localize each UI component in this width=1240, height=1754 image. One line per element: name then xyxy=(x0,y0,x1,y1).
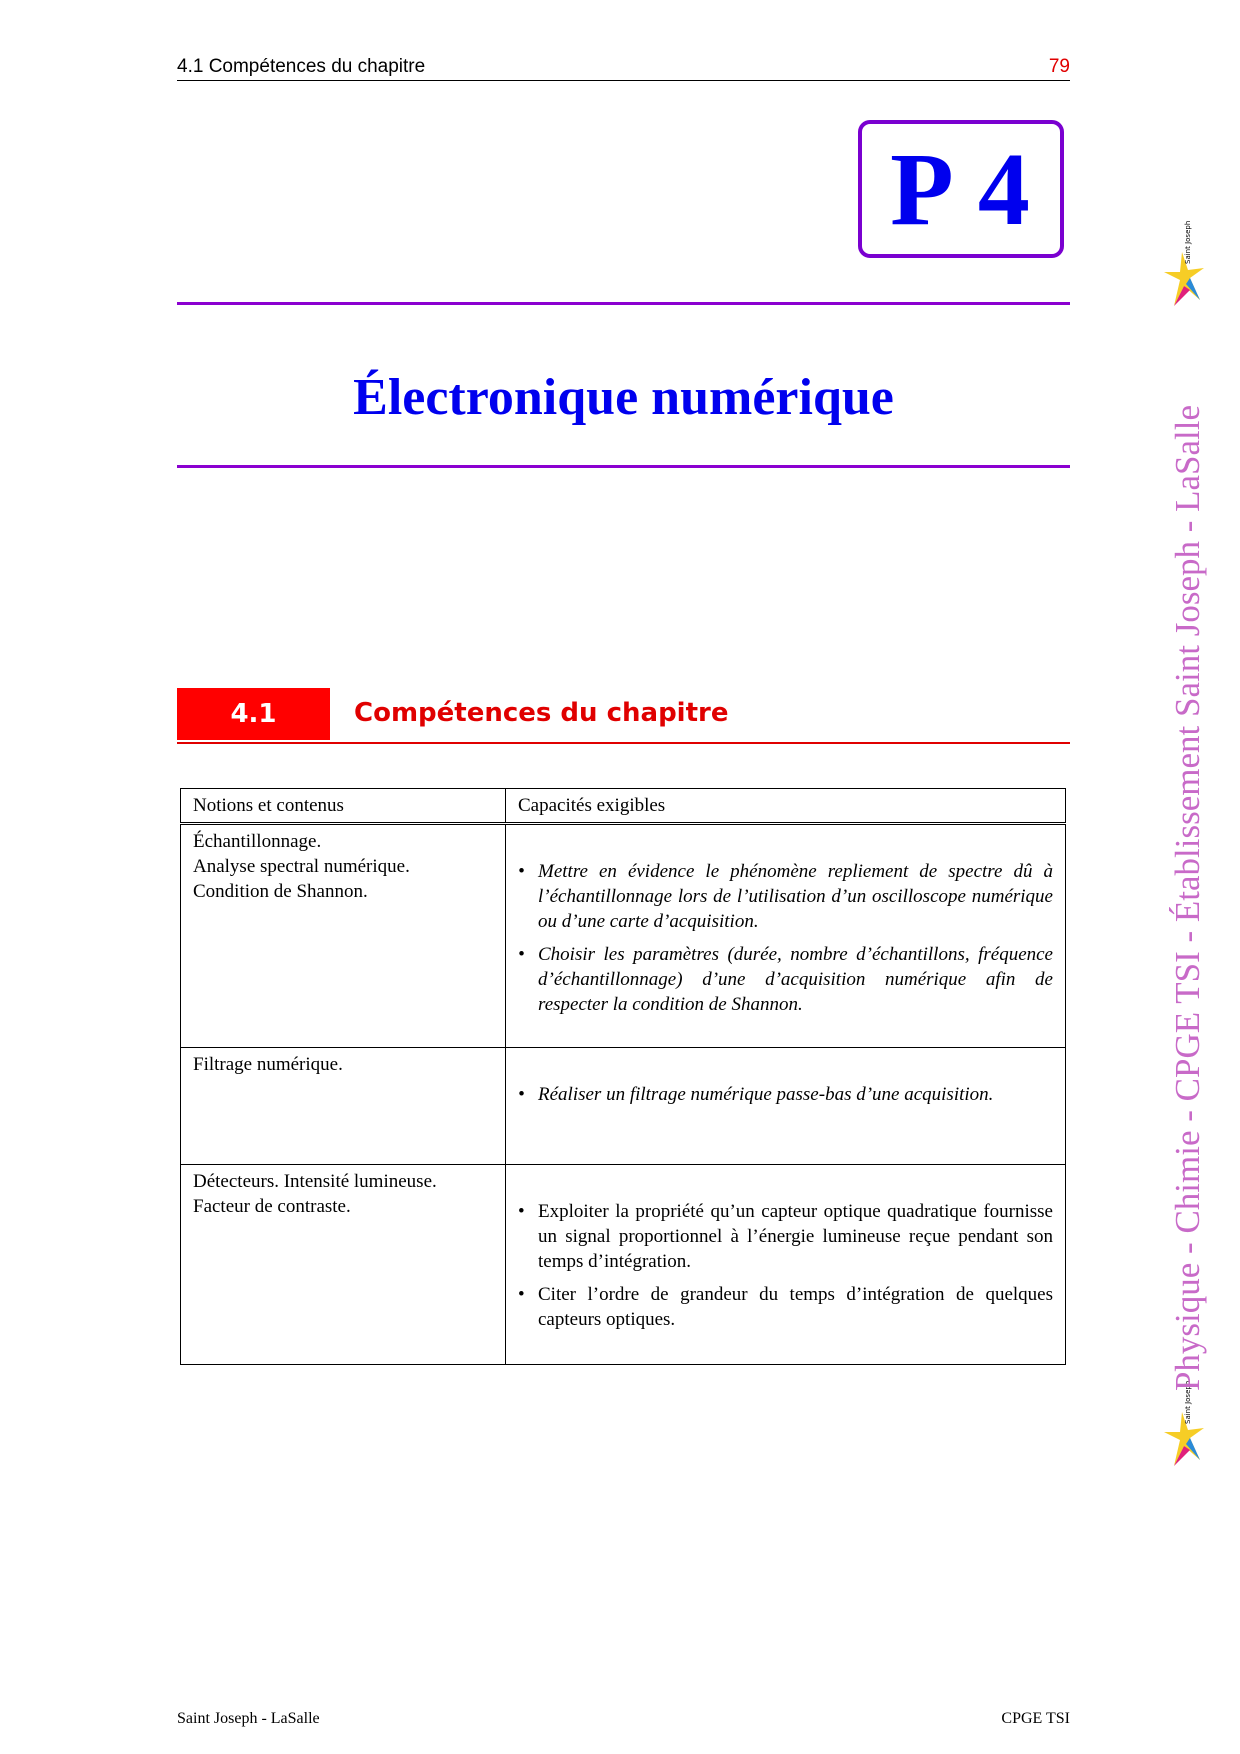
header-capacites: Capacités exigibles xyxy=(506,789,1066,824)
table-header-row xyxy=(181,789,1066,824)
title-rule-bottom xyxy=(177,465,1070,468)
notion-item: Filtrage numérique. xyxy=(193,1054,343,1075)
notion-item: Facteur de contraste. xyxy=(193,1196,351,1217)
capacite-item xyxy=(518,942,1053,1017)
svg-text:Saint Joseph: Saint Joseph xyxy=(1184,1380,1192,1424)
capacite-text: Mettre en évidence le phénomène repliement de spectre dû à l’échantillonnage lors de l’utilisation d’un oscilloscope numérique ou d’une carte d’acquisition. xyxy=(538,861,1053,932)
running-header xyxy=(177,54,1070,81)
chapter-title: Électronique numérique xyxy=(353,369,894,426)
notions-cell xyxy=(181,1165,506,1365)
capacite-text: Exploiter la propriété qu’un capteur optique quadratique fournisse un signal proportionnel à l’énergie lumineuse reçue pendant son temps d’intégration. xyxy=(538,1201,1053,1272)
table-row xyxy=(181,1165,1066,1365)
notion-item: Condition de Shannon. xyxy=(193,881,368,902)
page-number: 79 xyxy=(1048,56,1070,77)
chapter-label-box: P 4 xyxy=(858,120,1064,258)
notion-item: Échantillonnage. xyxy=(193,831,322,852)
saint-joseph-logo-icon xyxy=(1160,1380,1208,1468)
capacite-text: Choisir les paramètres (durée, nombre d’échantillons, fréquence d’échantillonnage) d’une d’acquisition numérique afin de respecter la condition de Shannon. xyxy=(538,944,1053,1015)
notion-item: Détecteurs. Intensité lumineuse. xyxy=(193,1171,437,1192)
bullet-icon: • xyxy=(518,861,525,882)
saint-joseph-logo-icon xyxy=(1160,220,1208,308)
competences-table xyxy=(180,788,1066,1365)
bullet-icon: • xyxy=(518,1201,525,1222)
footer-left: Saint Joseph - LaSalle xyxy=(177,1710,320,1727)
capacite-text: Réaliser un filtrage numérique passe-bas d’une acquisition. xyxy=(538,1084,994,1105)
header-notions: Notions et contenus xyxy=(181,789,506,824)
notion-item: Analyse spectral numérique. xyxy=(193,856,410,877)
capacite-item xyxy=(518,859,1053,934)
notions-cell xyxy=(181,824,506,1048)
capacite-item xyxy=(518,1082,1053,1107)
sidebar-vertical-text: Physique - Chimie - CPGE TSI - Établissement Saint Joseph - LaSalle xyxy=(1168,404,1207,1392)
capacite-text: Citer l’ordre de grandeur du temps d’intégration de quelques capteurs optiques. xyxy=(538,1284,1053,1330)
section-title: Compétences du chapitre xyxy=(354,698,729,728)
table-row xyxy=(181,824,1066,1048)
capacites-cell xyxy=(506,1165,1066,1365)
capacites-cell xyxy=(506,824,1066,1048)
capacites-cell xyxy=(506,1048,1066,1165)
footer-right: CPGE TSI xyxy=(1001,1710,1070,1727)
notions-cell xyxy=(181,1048,506,1165)
bullet-icon: • xyxy=(518,1284,525,1305)
section-heading xyxy=(177,688,1070,744)
table-row xyxy=(181,1048,1066,1165)
section-number: 4.1 xyxy=(177,688,330,740)
running-header-section: 4.1 Compétences du chapitre xyxy=(177,56,426,77)
capacite-item xyxy=(518,1199,1053,1274)
bullet-icon: • xyxy=(518,1084,525,1105)
bullet-icon: • xyxy=(518,944,525,965)
capacite-item xyxy=(518,1282,1053,1332)
svg-text:Saint Joseph: Saint Joseph xyxy=(1184,220,1192,264)
title-rule-top xyxy=(177,302,1070,305)
